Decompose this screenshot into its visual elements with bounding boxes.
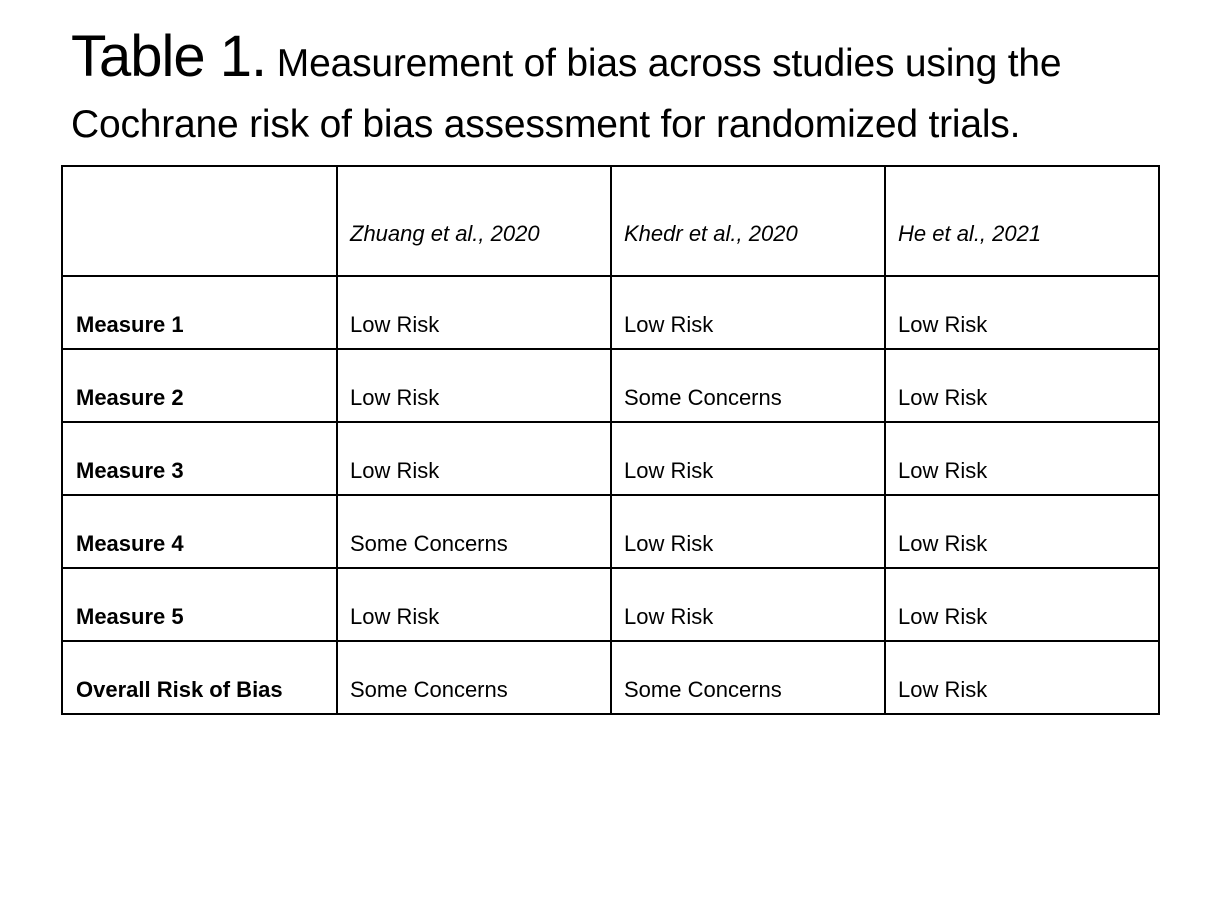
table-row: [62, 276, 1159, 349]
table-cell: Low Risk: [885, 276, 1159, 349]
row-label: Measure 4: [62, 495, 337, 568]
row-label: Measure 5: [62, 568, 337, 641]
table-cell: Low Risk: [885, 422, 1159, 495]
table-cell: Low Risk: [885, 349, 1159, 422]
table-cell: Low Risk: [337, 276, 611, 349]
row-label: Measure 1: [62, 276, 337, 349]
table-caption-label: Table 1.: [71, 24, 267, 89]
table-cell: Low Risk: [337, 568, 611, 641]
table-cell: Low Risk: [885, 641, 1159, 714]
table-cell: Some Concerns: [611, 349, 885, 422]
table-cell: Some Concerns: [337, 641, 611, 714]
table-row: [62, 349, 1159, 422]
table-cell: Low Risk: [611, 276, 885, 349]
header-cell-study: Khedr et al., 2020: [611, 166, 885, 276]
row-label: Measure 3: [62, 422, 337, 495]
header-cell-study: Zhuang et al., 2020: [337, 166, 611, 276]
table-cell: Low Risk: [337, 422, 611, 495]
table-row: [62, 422, 1159, 495]
table-cell: Low Risk: [611, 422, 885, 495]
table-cell: Some Concerns: [611, 641, 885, 714]
row-label: Measure 2: [62, 349, 337, 422]
table-row: [62, 641, 1159, 714]
table-cell: Low Risk: [885, 495, 1159, 568]
table-row: [62, 568, 1159, 641]
header-cell-study: He et al., 2021: [885, 166, 1159, 276]
table-cell: Low Risk: [611, 568, 885, 641]
table-cell: Low Risk: [885, 568, 1159, 641]
table-cell: Low Risk: [611, 495, 885, 568]
table-cell: Some Concerns: [337, 495, 611, 568]
table-cell: Low Risk: [337, 349, 611, 422]
table-row: [62, 495, 1159, 568]
header-cell-empty: [62, 166, 337, 276]
table-caption-text: Measurement of bias across studies using the Cochrane risk of bias assessment for randomized trials.: [71, 42, 1062, 146]
table-caption: [71, 26, 1181, 155]
risk-of-bias-table: [61, 165, 1160, 715]
row-label: Overall Risk of Bias: [62, 641, 337, 714]
table-header-row: [62, 166, 1159, 276]
